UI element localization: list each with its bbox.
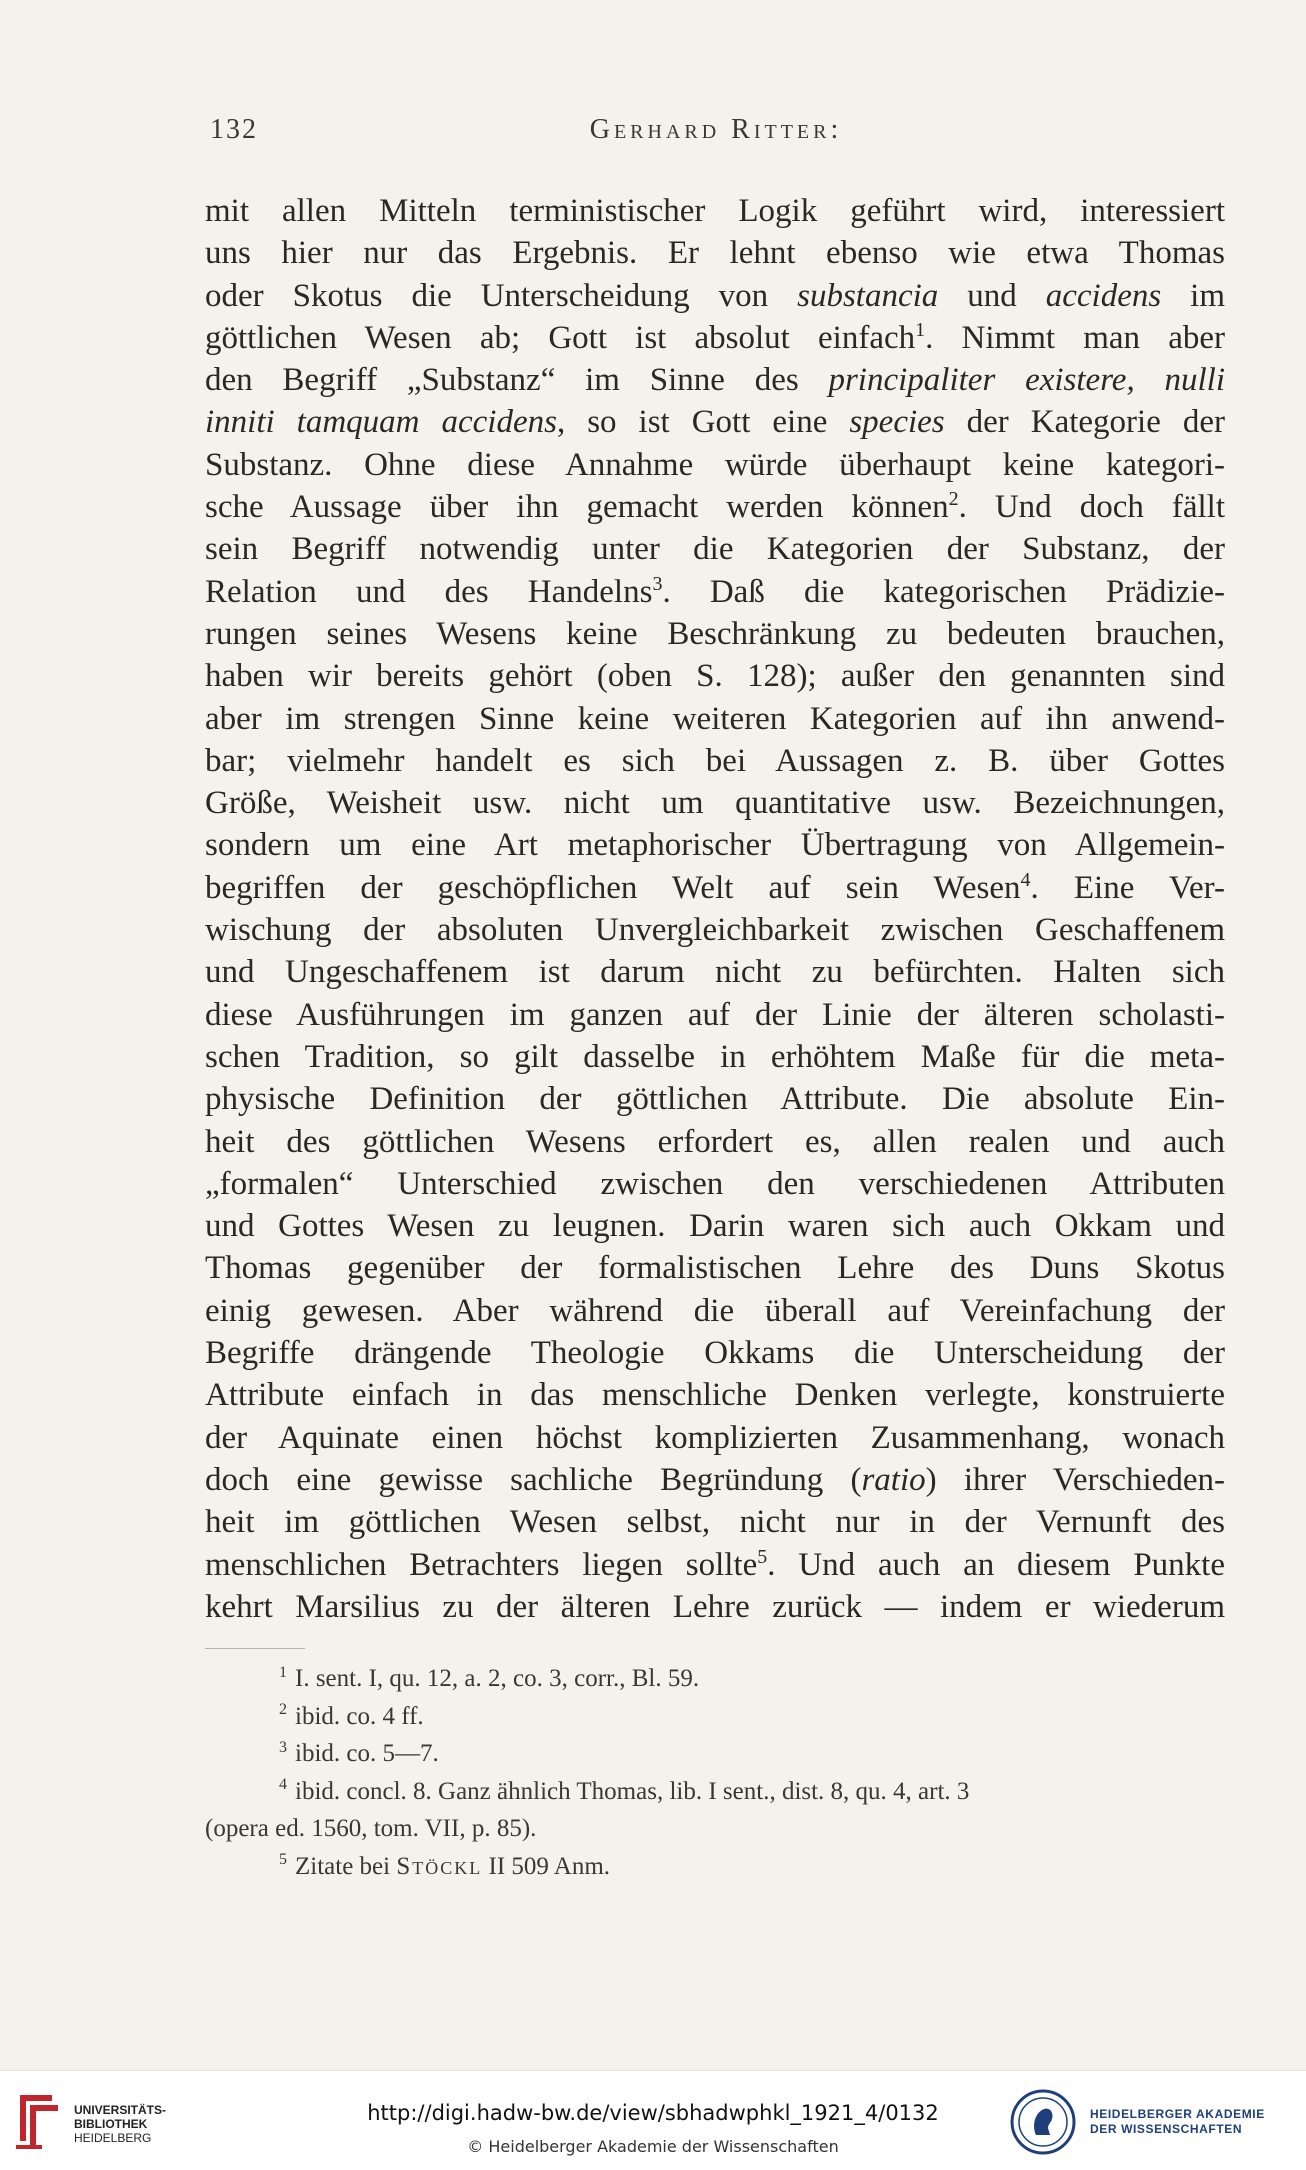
text-line: wischung der absoluten Unvergleichbarkeit zwischen Geschaffenem bbox=[205, 912, 1225, 949]
footnotes bbox=[205, 1660, 1225, 1885]
footnote-number: 5 bbox=[279, 1851, 287, 1869]
footnote-ref[interactable]: 5 bbox=[757, 1545, 768, 1568]
text-line: haben wir bereits gehört (oben S. 128); außer den genannten sind bbox=[205, 658, 1225, 695]
footnote-ref[interactable]: 3 bbox=[652, 572, 663, 595]
running-head: Gerhard Ritter: bbox=[589, 114, 843, 145]
text-line: heit im göttlichen Wesen selbst, nicht nur in der Vernunft des bbox=[205, 1504, 1225, 1541]
text-line: doch eine gewisse sachliche Begründung (ratio) ihrer Verschieden- bbox=[205, 1461, 1225, 1498]
text-line: bar; vielmehr handelt es sich bei Aussagen z. B. über Gottes bbox=[205, 742, 1225, 779]
footnote-number: 2 bbox=[279, 1701, 287, 1719]
text-line: sche Aussage über ihn gemacht werden können$^2$. Und doch fällt bbox=[205, 488, 1225, 526]
text-line: und Gottes Wesen zu leugnen. Darin waren sich auch Okkam und bbox=[205, 1208, 1225, 1245]
footnote: $^2$ ibid. co. 4 ff. bbox=[279, 1701, 424, 1730]
permalink-url[interactable]: http://digi.hadw-bw.de/view/sbhadwphkl_1921_4/0132 bbox=[367, 2101, 939, 2125]
footnote-ref[interactable]: 4 bbox=[1020, 868, 1031, 891]
text-line: Substanz. Ohne diese Annahme würde überhaupt keine kategori- bbox=[205, 446, 1225, 483]
footnote-ref[interactable]: 1 bbox=[915, 318, 926, 341]
text-line: und Ungeschaffenem ist darum nicht zu befürchten. Halten sich bbox=[205, 954, 1225, 991]
academy-name: HEIDELBERGER AKADEMIE DER WISSENSCHAFTEN bbox=[1090, 2107, 1265, 2136]
text-line: sein Begriff notwendig unter die Kategorien der Substanz, der bbox=[205, 531, 1225, 568]
text-line: oder Skotus die Unterscheidung von substancia und accidens im bbox=[205, 277, 1226, 314]
viewer-footer bbox=[0, 2070, 1306, 2170]
text-line: kehrt Marsilius zu der älteren Lehre zurück — indem er wiederum bbox=[205, 1588, 1225, 1625]
text-line: Größe, Weisheit usw. nicht um quantitative usw. Bezeichnungen, bbox=[205, 785, 1225, 822]
text-line: rungen seines Wesens keine Beschränkung zu bedeuten brauchen, bbox=[205, 615, 1225, 652]
footnote-number: 4 bbox=[279, 1776, 287, 1794]
text-line: Begriffe drängende Theologie Okkams die Unterscheidung der bbox=[205, 1335, 1225, 1372]
page-number: 132 bbox=[210, 114, 258, 145]
footnote-separator bbox=[205, 1648, 305, 1649]
text-line: „formalen“ Unterschied zwischen den verschiedenen Attributen bbox=[205, 1165, 1225, 1202]
text-line: der Aquinate einen höchst komplizierten Zusammenhang, wonach bbox=[205, 1419, 1225, 1456]
university-library-name: UNIVERSITÄTS- BIBLIOTHEK HEIDELBERG bbox=[74, 2103, 167, 2145]
footnote-ref[interactable]: 2 bbox=[948, 488, 959, 511]
footnote: $^5$ Zitate bei Stöckl II 509 Anm. bbox=[279, 1851, 611, 1880]
text-line: begriffen der geschöpflichen Welt auf sein Wesen$^4$. Eine Ver- bbox=[205, 868, 1225, 906]
italic-term: accidens bbox=[1045, 277, 1162, 314]
footnote: $^3$ ibid. co. 5—7. bbox=[279, 1738, 439, 1767]
footnote: $^1$ I. sent. I, qu. 12, a. 2, co. 3, corr., Bl. 59. bbox=[279, 1663, 700, 1692]
footnote: $^4$ ibid. concl. 8. Ganz ähnlich Thomas, lib. I sent., dist. 8, qu. 4, art. 3 bbox=[279, 1776, 970, 1805]
text-line: einig gewesen. Aber während die überall auf Vereinfachung der bbox=[205, 1292, 1225, 1329]
text-line: inniti tamquam accidens, so ist Gott eine species der Kategorie der bbox=[205, 404, 1225, 441]
text-line: Thomas gegenüber der formalistischen Lehre des Duns Skotus bbox=[205, 1250, 1225, 1287]
italic-term: ratio bbox=[861, 1461, 926, 1498]
text-line: physische Definition der göttlichen Attribute. Die absolute Ein- bbox=[205, 1081, 1225, 1118]
text-line: Attribute einfach in das menschliche Denken verlegte, konstruierte bbox=[205, 1377, 1225, 1414]
copyright-notice: © Heidelberger Akademie der Wissenschaften bbox=[467, 2137, 839, 2156]
footnote-number: 3 bbox=[279, 1738, 287, 1756]
text-line: sondern um eine Art metaphorischer Übertragung von Allgemein- bbox=[205, 827, 1225, 864]
text-line: Relation und des Handelns$^3$. Daß die kategorischen Prädizie- bbox=[205, 572, 1225, 610]
text-line: schen Tradition, so gilt dasselbe in erhöhtem Maße für die meta- bbox=[205, 1038, 1225, 1075]
page-header bbox=[210, 114, 1222, 150]
footnote-number: 1 bbox=[279, 1663, 287, 1681]
italic-term: principaliter existere, nulli bbox=[828, 362, 1225, 399]
text-line: den Begriff „Substanz“ im Sinne des principaliter existere, nulli bbox=[205, 362, 1225, 399]
text-line: diese Ausführungen im ganzen auf der Linie der älteren scholasti- bbox=[205, 996, 1225, 1033]
text-line: heit des göttlichen Wesens erfordert es, allen realen und auch bbox=[205, 1123, 1225, 1160]
text-line: mit allen Mitteln terministischer Logik geführt wird, interessiert bbox=[205, 193, 1225, 229]
text-line: göttlichen Wesen ab; Gott ist absolut einfach$^1$. Nimmt man aber bbox=[205, 318, 1225, 356]
text-line: aber im strengen Sinne keine weiteren Kategorien auf ihn anwend- bbox=[205, 700, 1225, 737]
italic-term: substancia bbox=[797, 277, 939, 314]
italic-term: inniti tamquam accidens bbox=[205, 404, 557, 441]
body-text bbox=[205, 190, 1225, 1628]
italic-term: species bbox=[849, 404, 945, 441]
text-line: uns hier nur das Ergebnis. Er lehnt ebenso wie etwa Thomas bbox=[205, 235, 1225, 272]
academy-seal-icon[interactable] bbox=[1010, 2089, 1076, 2155]
text-line: menschlichen Betrachters liegen sollte$^5$. Und auch an diesem Punkte bbox=[205, 1545, 1225, 1583]
footnote-continuation: (opera ed. 1560, tom. VII, p. 85). bbox=[205, 1815, 537, 1842]
